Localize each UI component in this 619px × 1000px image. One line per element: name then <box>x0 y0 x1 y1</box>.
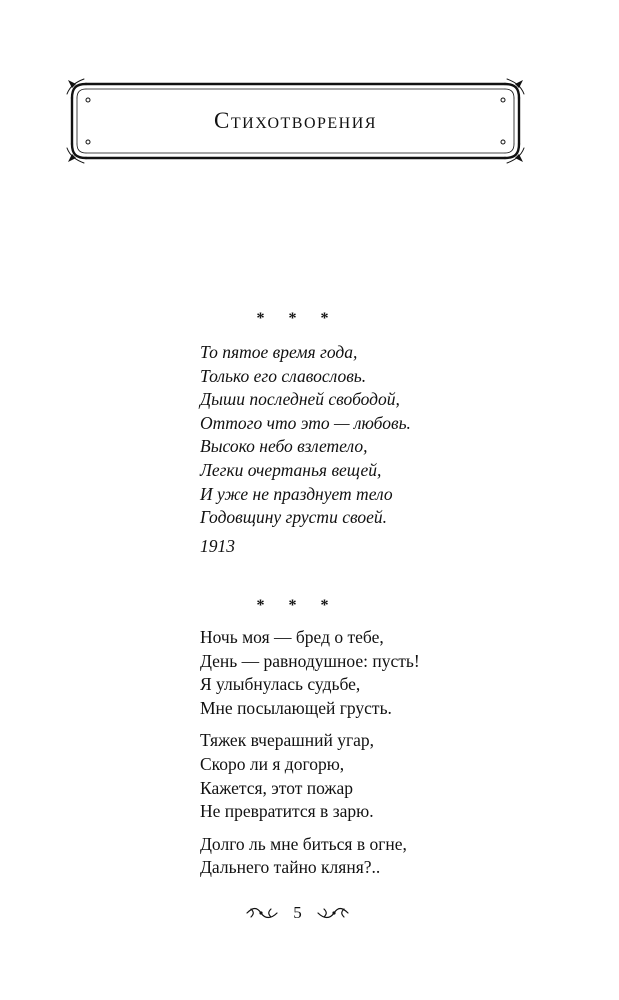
poem-line: Скоро ли я догорю, <box>200 753 345 774</box>
poem-line: Кажется, этот пожар <box>200 777 354 798</box>
poem-line: Мне посылающей грусть. <box>200 697 392 718</box>
poem-line: И уже не празднует тело <box>200 483 393 504</box>
poem-line: Дыши последней свободой, <box>200 389 400 410</box>
poem-year: 1913 <box>200 536 235 556</box>
poem-line: Только его славословь. <box>200 365 367 386</box>
stanza-gap <box>200 720 420 729</box>
poem-line: Я улыбнулась судьбе, <box>200 674 361 695</box>
asterism-divider: * * * <box>256 597 339 614</box>
poem-line: Долго ль мне биться в огне, <box>200 833 407 854</box>
poem-line: Оттого что это — любовь. <box>200 412 411 433</box>
poem-line: Тяжек вчерашний угар, <box>200 730 375 751</box>
poem-1 <box>200 341 411 530</box>
poem-line: Не превратится в зарю. <box>200 801 374 822</box>
asterism-divider: * * * <box>256 310 339 327</box>
section-title: Стихотворения <box>214 108 377 133</box>
poem-line: Легки очертанья вещей, <box>200 459 382 480</box>
left-flourish-icon <box>245 906 279 920</box>
section-header <box>64 76 527 166</box>
page-footer <box>0 901 595 925</box>
stanza-gap <box>200 824 420 833</box>
page-number: 5 <box>293 903 302 922</box>
right-flourish-icon <box>316 906 350 920</box>
poem-line: Ночь моя — бред о тебе, <box>200 627 384 647</box>
poem-line: Годовщину грусти своей. <box>200 507 387 528</box>
poem-line: День — равнодушное: пусть! <box>200 650 420 671</box>
poem-line: Дальнего тайно кляня?.. <box>200 857 381 878</box>
poem-line: То пятое время года, <box>200 342 358 362</box>
poem-2 <box>200 626 420 880</box>
poem-line: Высоко небо взлетело, <box>200 436 368 457</box>
